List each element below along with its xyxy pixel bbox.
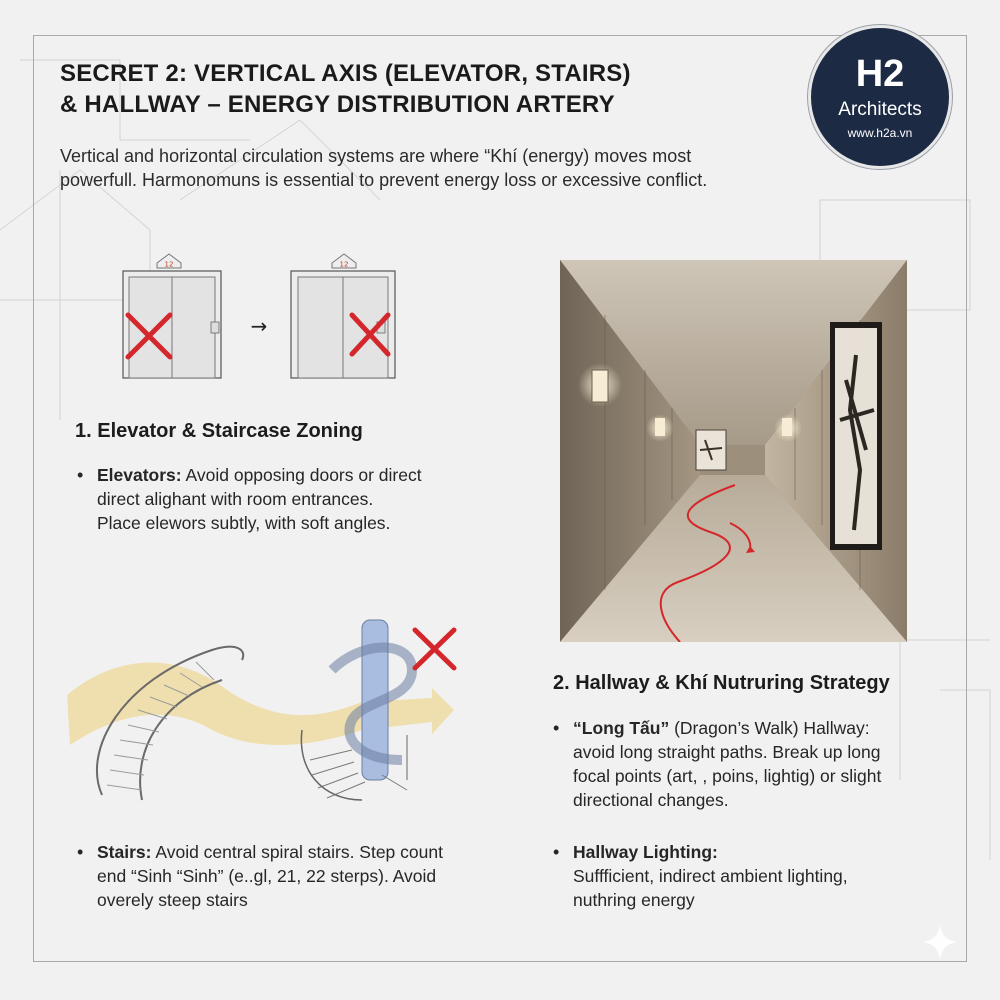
stairs-bullet (77, 840, 443, 912)
elevators-text-1: Avoid opposing doors or direct (181, 465, 422, 485)
intro-line-1: Vertical and horizontal circulation systems are where “Khí (energy) moves most (60, 146, 692, 166)
intro-paragraph (60, 144, 760, 192)
page-title (60, 58, 780, 120)
long-tau-text-1: (Dragon’s Walk) Hallway: (669, 718, 870, 738)
brand-url: www.h2a.vn (847, 126, 913, 140)
elevator-diagram (115, 245, 405, 385)
stairs-text-1: Avoid central spiral stairs. Step count (151, 842, 443, 862)
long-tau-text-3: focal points (art, , poins, lightig) or slight (573, 766, 882, 786)
lighting-label: Hallway Lighting: (573, 842, 718, 862)
stairs-diagram (62, 610, 472, 810)
brand-mark: H2 (855, 53, 905, 95)
title-line-1: SECRET 2: VERTICAL AXIS (ELEVATOR, STAIRS) (60, 60, 631, 87)
hallway-photo (560, 260, 907, 642)
brand-badge (808, 25, 952, 169)
elevator-sign-right: 12 (339, 260, 349, 269)
stairs-label: Stairs: (97, 842, 152, 862)
long-tau-text-2: avoid long straight paths. Break up long (573, 742, 881, 762)
long-tau-text-4: directional changes. (573, 790, 729, 810)
bullet-dot: • (553, 842, 560, 862)
lighting-text-2: nuthring energy (573, 890, 695, 910)
bullet-dot: • (77, 842, 84, 862)
elevator-icon (291, 254, 395, 378)
transition-arrow: → (250, 314, 268, 338)
stairs-text-2: end “Sinh “Sinh” (e..gl, 21, 22 sterps). Avoid (97, 866, 437, 886)
section-1-heading: 1. Elevator & Staircase Zoning (75, 420, 363, 442)
elevator-sign-left: 12 (164, 260, 174, 269)
elevators-bullet (77, 463, 422, 535)
long-tau-bullet (553, 716, 882, 812)
section-2-heading: 2. Hallway & Khí Nutruring Strategy (553, 672, 890, 694)
bullet-dot: • (553, 718, 560, 738)
sparkle-icon (920, 922, 960, 962)
intro-line-2: powerfull. Harmonomuns is essential to prevent energy loss or excessive conflict. (60, 170, 708, 190)
lighting-text-1: Suffficient, indirect ambient lighting, (573, 866, 848, 886)
lighting-bullet (553, 840, 848, 912)
title-line-2: & HALLWAY – ENERGY DISTRIBUTION ARTERY (60, 91, 615, 118)
brand-name: Architects (838, 99, 922, 120)
stairs-text-3: overely steep stairs (97, 890, 248, 910)
elevators-text-2: direct alighant with room entrances. (97, 489, 374, 509)
elevators-label: Elevators: (97, 465, 182, 485)
elevators-text-3: Place elewors subtly, with soft angles. (97, 513, 391, 533)
long-tau-label: “Long Tấu” (573, 718, 670, 738)
cross-icon (415, 630, 454, 668)
bullet-dot: • (77, 465, 84, 485)
